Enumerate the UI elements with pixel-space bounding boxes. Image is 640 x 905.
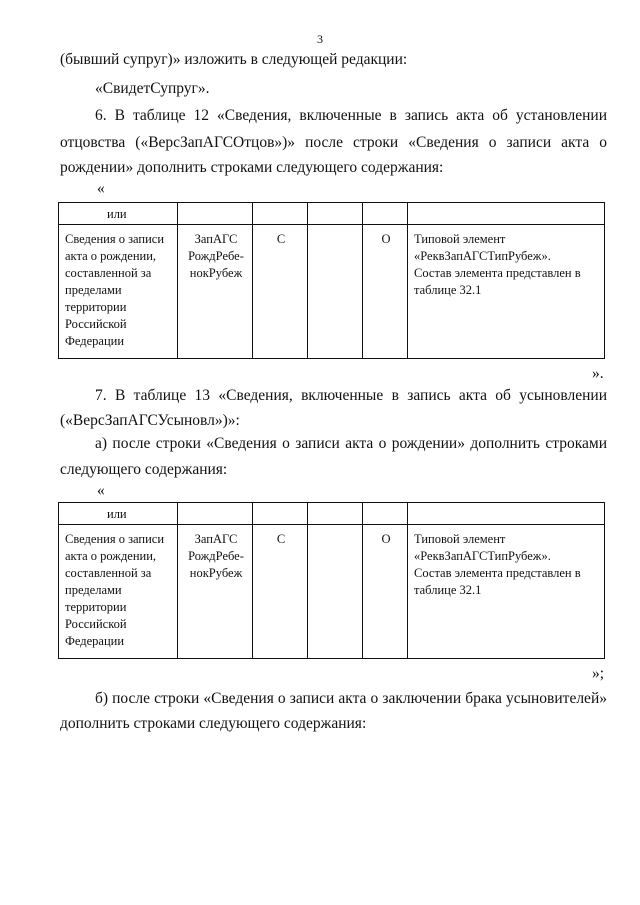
inserted-rows-table-2 <box>58 502 605 659</box>
header-or-label: или <box>107 507 127 521</box>
element-type-cell: С <box>253 225 308 359</box>
text-line: дополнить строками следующего содержания: <box>60 715 367 732</box>
text-line: 6. В таблице 12 «Сведения, включенные в запись акта об установлении <box>95 107 607 124</box>
table-header-cell <box>59 203 178 225</box>
text-line: рождении» дополнить строками следующего содержания: <box>60 159 444 176</box>
opening-quote: « <box>97 180 105 197</box>
element-description-cell: Типовой элемент «РеквЗапАГСТипРубеж». Состав элемента представлен в таблице 32.1 <box>408 525 605 659</box>
element-format-cell <box>308 225 363 359</box>
text-line: «СвидетСупруг». <box>95 80 210 97</box>
text-line: («ВерсЗапАГСУсыновл»)»: <box>60 412 240 429</box>
text-line: отцовства («ВерсЗапАГСОтцов»)» после строки «Сведения о записи акта о <box>60 134 607 151</box>
text-line: а) после строки «Сведения о записи акта о рождении» дополнить строками <box>95 435 607 452</box>
text-line: следующего содержания: <box>60 461 228 478</box>
element-name-cell: Сведения о записи акта о рождении, составленной за пределами территории Российской Федерации <box>59 225 178 359</box>
element-description-cell: Типовой элемент «РеквЗапАГСТипРубеж». Состав элемента представлен в таблице 32.1 <box>408 225 605 359</box>
text-line: (бывший супруг)» изложить в следующей редакции: <box>60 51 408 68</box>
header-or-label: или <box>107 207 127 221</box>
inserted-rows-table-1 <box>58 202 605 359</box>
closing-quote: »; <box>592 665 605 682</box>
element-requirement-cell: О <box>363 525 408 659</box>
text-line: б) после строки «Сведения о записи акта о заключении брака усыновителей» <box>95 690 607 707</box>
closing-quote: ». <box>592 365 604 382</box>
opening-quote: « <box>97 482 105 499</box>
element-code-cell: ЗапАГС РождРебе- нокРубеж <box>178 525 253 659</box>
element-requirement-cell: О <box>363 225 408 359</box>
element-code-cell: ЗапАГС РождРебе- нокРубеж <box>178 225 253 359</box>
element-type-cell: С <box>253 525 308 659</box>
page-number: 3 <box>317 32 323 46</box>
table-header-cell <box>59 503 178 525</box>
element-name-cell: Сведения о записи акта о рождении, составленной за пределами территории Российской Федерации <box>59 525 178 659</box>
element-format-cell <box>308 525 363 659</box>
text-line: 7. В таблице 13 «Сведения, включенные в запись акта об усыновлении <box>95 387 607 404</box>
